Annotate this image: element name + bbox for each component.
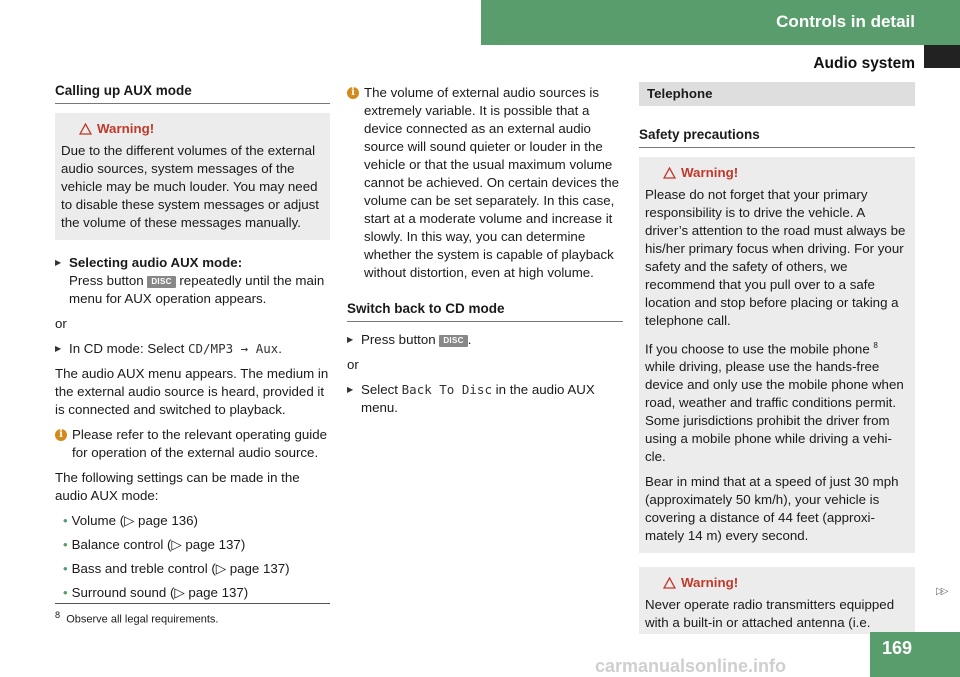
paragraph: The audio AUX menu appears. The medium in the external audio source is heard, provided it is connected and switched to playback. (55, 366, 329, 417)
info-icon: i (55, 429, 67, 441)
warning-box (639, 567, 915, 634)
warning-label: Warning! (97, 121, 155, 136)
warning-label: Warning! (681, 575, 739, 591)
info-note: i The volume of external audio sources is extremely variable. It is possible that a device connected as an external audio source will sound quieter or louder in the vehicle or that the usual maximum volume cannot be achieved. On certain devices the volume can be set separately. In this case, start at a moderate volume and increase it slowly. In this way, you can determine whether the system is capable of playback without distortion, even at high volume. (347, 84, 623, 282)
warning-label: Warning! (681, 165, 739, 180)
warning-box (639, 157, 915, 553)
menu-path: CD/MP3 → Aux (187, 341, 279, 356)
column-3 (639, 82, 915, 648)
footnote-ref: 8 (873, 341, 878, 350)
list-item: • Balance control (▷ page 137) (63, 537, 246, 552)
or-text: or (55, 316, 67, 331)
info-icon: i (347, 87, 359, 99)
warning-text: Please do not forget that your primary responsibility is to drive the vehicle. A driver’s attention to the road must always be his/her primary focus when driving. For your safety and the safety of others, we recommend that you pull over to a safe location and stop before placing or taking a telephone call. (645, 187, 906, 328)
warning-text: Never operate radio transmitters equipped with a built-in or attached antenna (i.e. (645, 597, 895, 631)
footnote: $^8$ Observe all legal requirements. (55, 603, 330, 626)
step-arrow-icon: ▶ (55, 258, 62, 267)
step-arrow-icon: ▶ (347, 385, 354, 394)
disc-button-icon: DISC (439, 335, 467, 347)
watermark: carmanualsonline.info (595, 656, 787, 676)
disc-button-icon: DISC (147, 276, 175, 288)
heading-calling-aux: Calling up AUX mode (55, 82, 330, 104)
list-item: • Surround sound (▷ page 137) (63, 585, 249, 600)
warning-icon (663, 167, 676, 179)
warning-text: If you choose to use the mobile phone $^8$ while driving, please use the hands-free device and only use the mobile phone when road, weather and traffic conditions permit. Some jurisdictions prohibit the driver from using a mobile phone while driving a vehi-cle. (645, 341, 904, 465)
step-arrow-icon: ▶ (55, 344, 62, 353)
continue-arrow-icon: ▷▷ (936, 586, 946, 597)
column-1 (55, 82, 330, 608)
warning-text: Due to the different volumes of the external audio sources, system messages of the vehicle may be much louder. You may need to disable these system messages or adjust the volume of these messages manually. (61, 143, 319, 230)
step-press-disc: ▶ Press button DISC . (347, 332, 472, 347)
info-note: i Please refer to the relevant operating guide for operation of the external audio source. (55, 426, 330, 462)
warning-box (55, 113, 330, 240)
heading-switch-cd: Switch back to CD mode (347, 300, 623, 322)
warning-icon (79, 123, 92, 135)
page-number: 169 (882, 638, 913, 658)
list-item: • Volume (▷ page 136) (63, 513, 198, 528)
step-cd-mode: ▶ In CD mode: Select CD/MP3 → Aux. (55, 341, 282, 356)
step-arrow-icon: ▶ (347, 335, 354, 344)
heading-safety: Safety precautions (639, 126, 915, 148)
header-marker (924, 45, 960, 68)
section-bar-telephone: Telephone (639, 82, 915, 106)
step-back-to-disc: ▶ Select Back To Disc in the audio AUX menu. (347, 382, 595, 415)
or-text: or (347, 357, 359, 372)
paragraph: The following settings can be made in the audio AUX mode: (55, 470, 300, 503)
list-item: • Bass and treble control (▷ page 137) (63, 561, 290, 576)
section-title: Audio system (813, 55, 915, 72)
step-title: Selecting audio AUX mode: (69, 255, 243, 270)
column-2 (347, 84, 623, 424)
menu-item-name: Back To Disc (401, 382, 492, 397)
step-select-aux: ▶ Selecting audio AUX mode: Press button DISC repeatedly until the main menu for AUX operation appears. (55, 254, 330, 308)
warning-icon (663, 577, 676, 589)
warning-text: Bear in mind that at a speed of just 30 mph (approximately 50 km/h), your vehicle is covering a distance of 44 feet (approxi-mately 14 m) every second. (645, 474, 899, 544)
chapter-title: Controls in detail (776, 12, 915, 31)
